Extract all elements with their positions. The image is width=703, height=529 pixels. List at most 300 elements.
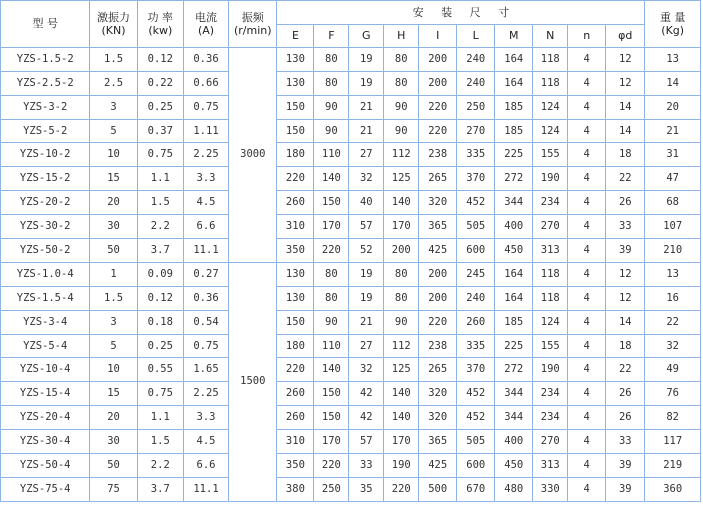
- current-cell: 11.1: [183, 477, 228, 501]
- dim-i-cell: 200: [419, 262, 457, 286]
- power-cell: 3.7: [137, 477, 183, 501]
- dim-h-cell: 140: [384, 191, 419, 215]
- dim-l-cell: 452: [457, 191, 495, 215]
- weight-cell: 210: [645, 239, 701, 263]
- power-cell: 0.09: [137, 262, 183, 286]
- dim-f-cell: 250: [314, 477, 349, 501]
- dim-col-header: F: [314, 24, 349, 47]
- dim-f-cell: 170: [314, 430, 349, 454]
- weight-cell: 117: [645, 430, 701, 454]
- dim-i-cell: 320: [419, 191, 457, 215]
- dim-i-cell: 220: [419, 119, 457, 143]
- dim-h-cell: 125: [384, 358, 419, 382]
- current-cell: 0.54: [183, 310, 228, 334]
- dim-i-cell: 500: [419, 477, 457, 501]
- dim-e-cell: 150: [277, 119, 314, 143]
- power-cell: 0.12: [137, 47, 183, 71]
- header-dims: [277, 1, 645, 25]
- table-row: [1, 191, 701, 215]
- weight-cell: 31: [645, 143, 701, 167]
- table-row: [1, 167, 701, 191]
- current-cell: 0.36: [183, 286, 228, 310]
- dim-col-header: φd: [606, 24, 645, 47]
- dim-i-cell: 320: [419, 382, 457, 406]
- bolt-diameter-cell: 39: [606, 477, 645, 501]
- dim-l-cell: 270: [457, 119, 495, 143]
- bolt-diameter-cell: 39: [606, 454, 645, 478]
- dim-col-header: E: [277, 24, 314, 47]
- bolt-count-cell: 4: [568, 286, 606, 310]
- dim-g-cell: 19: [349, 262, 384, 286]
- power-cell: 0.25: [137, 334, 183, 358]
- weight-cell: 49: [645, 358, 701, 382]
- dim-f-cell: 90: [314, 95, 349, 119]
- bolt-count-cell: 4: [568, 95, 606, 119]
- dim-f-cell: 140: [314, 167, 349, 191]
- dim-m-cell: 185: [495, 95, 533, 119]
- table-row: [1, 382, 701, 406]
- power-cell: 0.25: [137, 95, 183, 119]
- dim-f-cell: 90: [314, 310, 349, 334]
- table-row: [1, 143, 701, 167]
- dim-l-cell: 240: [457, 286, 495, 310]
- dim-e-cell: 220: [277, 358, 314, 382]
- bolt-count-cell: 4: [568, 310, 606, 334]
- model-cell: YZS-30-2: [1, 215, 90, 239]
- model-cell: YZS-20-2: [1, 191, 90, 215]
- dim-e-cell: 220: [277, 167, 314, 191]
- model-cell: YZS-30-4: [1, 430, 90, 454]
- dim-h-cell: 90: [384, 119, 419, 143]
- bolt-count-cell: 4: [568, 406, 606, 430]
- model-cell: YZS-50-2: [1, 239, 90, 263]
- current-cell: 0.36: [183, 47, 228, 71]
- force-cell: 30: [90, 430, 137, 454]
- current-cell: 1.65: [183, 358, 228, 382]
- force-cell: 10: [90, 358, 137, 382]
- dim-e-cell: 260: [277, 191, 314, 215]
- dim-g-cell: 57: [349, 215, 384, 239]
- dim-g-cell: 40: [349, 191, 384, 215]
- dim-h-cell: 80: [384, 262, 419, 286]
- dim-e-cell: 260: [277, 406, 314, 430]
- table-row: [1, 119, 701, 143]
- freq-cell: 1500: [229, 262, 277, 501]
- model-cell: YZS-5-2: [1, 119, 90, 143]
- power-cell: 0.75: [137, 143, 183, 167]
- bolt-diameter-cell: 18: [606, 334, 645, 358]
- power-cell: 0.75: [137, 382, 183, 406]
- dim-col-header: G: [349, 24, 384, 47]
- model-cell: YZS-3-4: [1, 310, 90, 334]
- table-row: [1, 95, 701, 119]
- dim-l-cell: 670: [457, 477, 495, 501]
- power-cell: 2.2: [137, 454, 183, 478]
- table-body: [1, 1, 701, 502]
- dim-l-cell: 505: [457, 430, 495, 454]
- dim-g-cell: 19: [349, 286, 384, 310]
- force-cell: 50: [90, 239, 137, 263]
- dim-i-cell: 220: [419, 310, 457, 334]
- dim-n-cell: 118: [533, 286, 568, 310]
- weight-cell: 32: [645, 334, 701, 358]
- dim-f-cell: 150: [314, 382, 349, 406]
- dim-m-cell: 164: [495, 286, 533, 310]
- bolt-count-cell: 4: [568, 71, 606, 95]
- dim-i-cell: 238: [419, 143, 457, 167]
- dim-l-cell: 370: [457, 358, 495, 382]
- dim-e-cell: 180: [277, 334, 314, 358]
- dim-n-cell: 124: [533, 119, 568, 143]
- bolt-count-cell: 4: [568, 239, 606, 263]
- current-cell: 4.5: [183, 430, 228, 454]
- power-cell: 0.55: [137, 358, 183, 382]
- dim-m-cell: 225: [495, 334, 533, 358]
- dim-n-cell: 234: [533, 406, 568, 430]
- dim-e-cell: 260: [277, 382, 314, 406]
- model-cell: YZS-1.5-4: [1, 286, 90, 310]
- model-cell: YZS-3-2: [1, 95, 90, 119]
- dim-g-cell: 57: [349, 430, 384, 454]
- dim-g-cell: 32: [349, 167, 384, 191]
- force-cell: 75: [90, 477, 137, 501]
- weight-cell: 21: [645, 119, 701, 143]
- bolt-diameter-cell: 39: [606, 239, 645, 263]
- current-cell: 0.75: [183, 95, 228, 119]
- current-cell: 2.25: [183, 382, 228, 406]
- dim-h-cell: 220: [384, 477, 419, 501]
- dim-f-cell: 80: [314, 286, 349, 310]
- dim-e-cell: 350: [277, 239, 314, 263]
- dim-g-cell: 27: [349, 334, 384, 358]
- bolt-diameter-cell: 14: [606, 95, 645, 119]
- force-cell: 1.5: [90, 47, 137, 71]
- dim-n-cell: 190: [533, 358, 568, 382]
- model-cell: YZS-10-4: [1, 358, 90, 382]
- dim-m-cell: 344: [495, 191, 533, 215]
- dim-i-cell: 265: [419, 167, 457, 191]
- dim-f-cell: 140: [314, 358, 349, 382]
- current-cell: 3.3: [183, 167, 228, 191]
- table-row: [1, 430, 701, 454]
- table-row: [1, 215, 701, 239]
- current-cell: 3.3: [183, 406, 228, 430]
- model-cell: YZS-20-4: [1, 406, 90, 430]
- force-cell: 1: [90, 262, 137, 286]
- dim-n-cell: 118: [533, 71, 568, 95]
- bolt-diameter-cell: 33: [606, 430, 645, 454]
- dim-h-cell: 140: [384, 406, 419, 430]
- model-cell: YZS-1.0-4: [1, 262, 90, 286]
- weight-cell: 14: [645, 71, 701, 95]
- dim-n-cell: 155: [533, 334, 568, 358]
- dim-g-cell: 21: [349, 95, 384, 119]
- dim-i-cell: 320: [419, 406, 457, 430]
- table-row: [1, 286, 701, 310]
- dim-m-cell: 225: [495, 143, 533, 167]
- dim-col-header: H: [384, 24, 419, 47]
- bolt-diameter-cell: 26: [606, 406, 645, 430]
- dim-i-cell: 425: [419, 239, 457, 263]
- dim-l-cell: 245: [457, 262, 495, 286]
- header-current: [183, 1, 228, 48]
- header-power: [137, 1, 183, 48]
- bolt-count-cell: 4: [568, 334, 606, 358]
- dim-m-cell: 164: [495, 71, 533, 95]
- dim-e-cell: 350: [277, 454, 314, 478]
- force-cell: 15: [90, 382, 137, 406]
- dim-g-cell: 42: [349, 382, 384, 406]
- bolt-count-cell: 4: [568, 454, 606, 478]
- dim-n-cell: 234: [533, 191, 568, 215]
- dim-f-cell: 110: [314, 143, 349, 167]
- weight-cell: 13: [645, 262, 701, 286]
- force-cell: 10: [90, 143, 137, 167]
- force-cell: 5: [90, 119, 137, 143]
- power-cell: 1.1: [137, 167, 183, 191]
- dim-i-cell: 425: [419, 454, 457, 478]
- dim-l-cell: 335: [457, 143, 495, 167]
- header-model: [1, 1, 90, 48]
- dim-i-cell: 365: [419, 215, 457, 239]
- dim-e-cell: 150: [277, 95, 314, 119]
- bolt-diameter-cell: 12: [606, 47, 645, 71]
- dim-h-cell: 200: [384, 239, 419, 263]
- weight-cell: 20: [645, 95, 701, 119]
- freq-cell: 3000: [229, 47, 277, 262]
- header-power-label: 功 率: [147, 10, 174, 24]
- dim-f-cell: 150: [314, 191, 349, 215]
- header-force: [90, 1, 137, 48]
- dim-m-cell: 344: [495, 406, 533, 430]
- dim-e-cell: 130: [277, 286, 314, 310]
- dim-col-header: L: [457, 24, 495, 47]
- dim-f-cell: 220: [314, 454, 349, 478]
- force-cell: 15: [90, 167, 137, 191]
- dim-m-cell: 164: [495, 262, 533, 286]
- dim-f-cell: 90: [314, 119, 349, 143]
- current-cell: 6.6: [183, 215, 228, 239]
- bolt-diameter-cell: 14: [606, 310, 645, 334]
- dim-e-cell: 150: [277, 310, 314, 334]
- dim-n-cell: 330: [533, 477, 568, 501]
- weight-cell: 219: [645, 454, 701, 478]
- header-weight-unit: (Kg): [661, 23, 685, 37]
- dim-m-cell: 185: [495, 119, 533, 143]
- dim-g-cell: 52: [349, 239, 384, 263]
- bolt-diameter-cell: 26: [606, 382, 645, 406]
- bolt-count-cell: 4: [568, 430, 606, 454]
- power-cell: 1.1: [137, 406, 183, 430]
- bolt-diameter-cell: 12: [606, 286, 645, 310]
- dim-col-header: I: [419, 24, 457, 47]
- dim-l-cell: 260: [457, 310, 495, 334]
- header-model-label: 型 号: [32, 17, 58, 31]
- dim-i-cell: 200: [419, 286, 457, 310]
- model-cell: YZS-5-4: [1, 334, 90, 358]
- dim-m-cell: 400: [495, 430, 533, 454]
- dim-l-cell: 250: [457, 95, 495, 119]
- bolt-count-cell: 4: [568, 47, 606, 71]
- dim-m-cell: 272: [495, 358, 533, 382]
- header-freq: [229, 1, 277, 48]
- force-cell: 30: [90, 215, 137, 239]
- dim-h-cell: 90: [384, 95, 419, 119]
- power-cell: 2.2: [137, 215, 183, 239]
- header-weight-label: 重 量: [659, 10, 686, 24]
- dim-g-cell: 27: [349, 143, 384, 167]
- dim-g-cell: 42: [349, 406, 384, 430]
- dim-h-cell: 190: [384, 454, 419, 478]
- bolt-count-cell: 4: [568, 143, 606, 167]
- header-current-unit: (A): [197, 23, 215, 37]
- dim-g-cell: 21: [349, 310, 384, 334]
- power-cell: 1.5: [137, 191, 183, 215]
- current-cell: 6.6: [183, 454, 228, 478]
- bolt-diameter-cell: 12: [606, 71, 645, 95]
- dim-col-header: n: [568, 24, 606, 47]
- force-cell: 2.5: [90, 71, 137, 95]
- table-row: [1, 262, 701, 286]
- bolt-diameter-cell: 14: [606, 119, 645, 143]
- dim-g-cell: 19: [349, 47, 384, 71]
- dim-e-cell: 310: [277, 215, 314, 239]
- dim-i-cell: 365: [419, 430, 457, 454]
- dim-g-cell: 21: [349, 119, 384, 143]
- model-cell: YZS-50-4: [1, 454, 90, 478]
- bolt-count-cell: 4: [568, 191, 606, 215]
- dim-col-header: N: [533, 24, 568, 47]
- current-cell: 0.27: [183, 262, 228, 286]
- weight-cell: 76: [645, 382, 701, 406]
- power-cell: 0.12: [137, 286, 183, 310]
- table-row: [1, 454, 701, 478]
- dim-m-cell: 272: [495, 167, 533, 191]
- table-row: [1, 406, 701, 430]
- dim-h-cell: 80: [384, 286, 419, 310]
- force-cell: 1.5: [90, 286, 137, 310]
- header-force-label: 激振力: [97, 10, 131, 24]
- dim-f-cell: 80: [314, 262, 349, 286]
- dim-l-cell: 505: [457, 215, 495, 239]
- dim-n-cell: 124: [533, 310, 568, 334]
- dim-m-cell: 450: [495, 239, 533, 263]
- dim-n-cell: 313: [533, 239, 568, 263]
- dim-m-cell: 480: [495, 477, 533, 501]
- force-cell: 3: [90, 310, 137, 334]
- dim-n-cell: 270: [533, 430, 568, 454]
- model-cell: YZS-1.5-2: [1, 47, 90, 71]
- dim-l-cell: 452: [457, 406, 495, 430]
- dim-l-cell: 335: [457, 334, 495, 358]
- weight-cell: 107: [645, 215, 701, 239]
- dim-f-cell: 220: [314, 239, 349, 263]
- dim-i-cell: 200: [419, 47, 457, 71]
- header-power-unit: (kw): [148, 23, 173, 37]
- current-cell: 11.1: [183, 239, 228, 263]
- dim-g-cell: 32: [349, 358, 384, 382]
- dim-i-cell: 200: [419, 71, 457, 95]
- dim-l-cell: 452: [457, 382, 495, 406]
- power-cell: 1.5: [137, 430, 183, 454]
- dim-g-cell: 33: [349, 454, 384, 478]
- weight-cell: 47: [645, 167, 701, 191]
- dim-l-cell: 600: [457, 239, 495, 263]
- dim-m-cell: 344: [495, 382, 533, 406]
- bolt-diameter-cell: 12: [606, 262, 645, 286]
- dim-h-cell: 90: [384, 310, 419, 334]
- dim-h-cell: 140: [384, 382, 419, 406]
- dim-i-cell: 238: [419, 334, 457, 358]
- bolt-count-cell: 4: [568, 382, 606, 406]
- model-cell: YZS-10-2: [1, 143, 90, 167]
- dim-m-cell: 185: [495, 310, 533, 334]
- dim-f-cell: 110: [314, 334, 349, 358]
- dim-m-cell: 164: [495, 47, 533, 71]
- header-freq-unit: (r/min): [233, 23, 272, 37]
- header-freq-label: 振频: [241, 10, 264, 24]
- table-row: [1, 334, 701, 358]
- dim-h-cell: 112: [384, 334, 419, 358]
- bolt-count-cell: 4: [568, 167, 606, 191]
- bolt-count-cell: 4: [568, 262, 606, 286]
- dim-e-cell: 180: [277, 143, 314, 167]
- dim-n-cell: 118: [533, 47, 568, 71]
- dim-g-cell: 35: [349, 477, 384, 501]
- model-cell: YZS-2.5-2: [1, 71, 90, 95]
- dim-l-cell: 600: [457, 454, 495, 478]
- header-dims-label: 安 装 尺 寸: [412, 5, 510, 19]
- current-cell: 0.66: [183, 71, 228, 95]
- table-row: [1, 310, 701, 334]
- current-cell: 1.11: [183, 119, 228, 143]
- dim-i-cell: 265: [419, 358, 457, 382]
- table-row: [1, 47, 701, 71]
- dim-e-cell: 130: [277, 47, 314, 71]
- dim-h-cell: 170: [384, 215, 419, 239]
- dim-l-cell: 240: [457, 47, 495, 71]
- bolt-diameter-cell: 22: [606, 167, 645, 191]
- header-current-label: 电流: [195, 10, 218, 24]
- current-cell: 2.25: [183, 143, 228, 167]
- power-cell: 0.37: [137, 119, 183, 143]
- model-cell: YZS-75-4: [1, 477, 90, 501]
- dim-n-cell: 155: [533, 143, 568, 167]
- dim-g-cell: 19: [349, 71, 384, 95]
- dim-n-cell: 313: [533, 454, 568, 478]
- dim-col-header: M: [495, 24, 533, 47]
- force-cell: 50: [90, 454, 137, 478]
- dim-i-cell: 220: [419, 95, 457, 119]
- force-cell: 3: [90, 95, 137, 119]
- table-row: [1, 239, 701, 263]
- weight-cell: 13: [645, 47, 701, 71]
- bolt-diameter-cell: 18: [606, 143, 645, 167]
- weight-cell: 360: [645, 477, 701, 501]
- dim-f-cell: 80: [314, 71, 349, 95]
- power-cell: 0.22: [137, 71, 183, 95]
- bolt-count-cell: 4: [568, 215, 606, 239]
- dim-l-cell: 370: [457, 167, 495, 191]
- bolt-count-cell: 4: [568, 477, 606, 501]
- dim-e-cell: 130: [277, 71, 314, 95]
- bolt-count-cell: 4: [568, 119, 606, 143]
- model-cell: YZS-15-2: [1, 167, 90, 191]
- weight-cell: 68: [645, 191, 701, 215]
- dim-e-cell: 130: [277, 262, 314, 286]
- bolt-count-cell: 4: [568, 358, 606, 382]
- power-cell: 3.7: [137, 239, 183, 263]
